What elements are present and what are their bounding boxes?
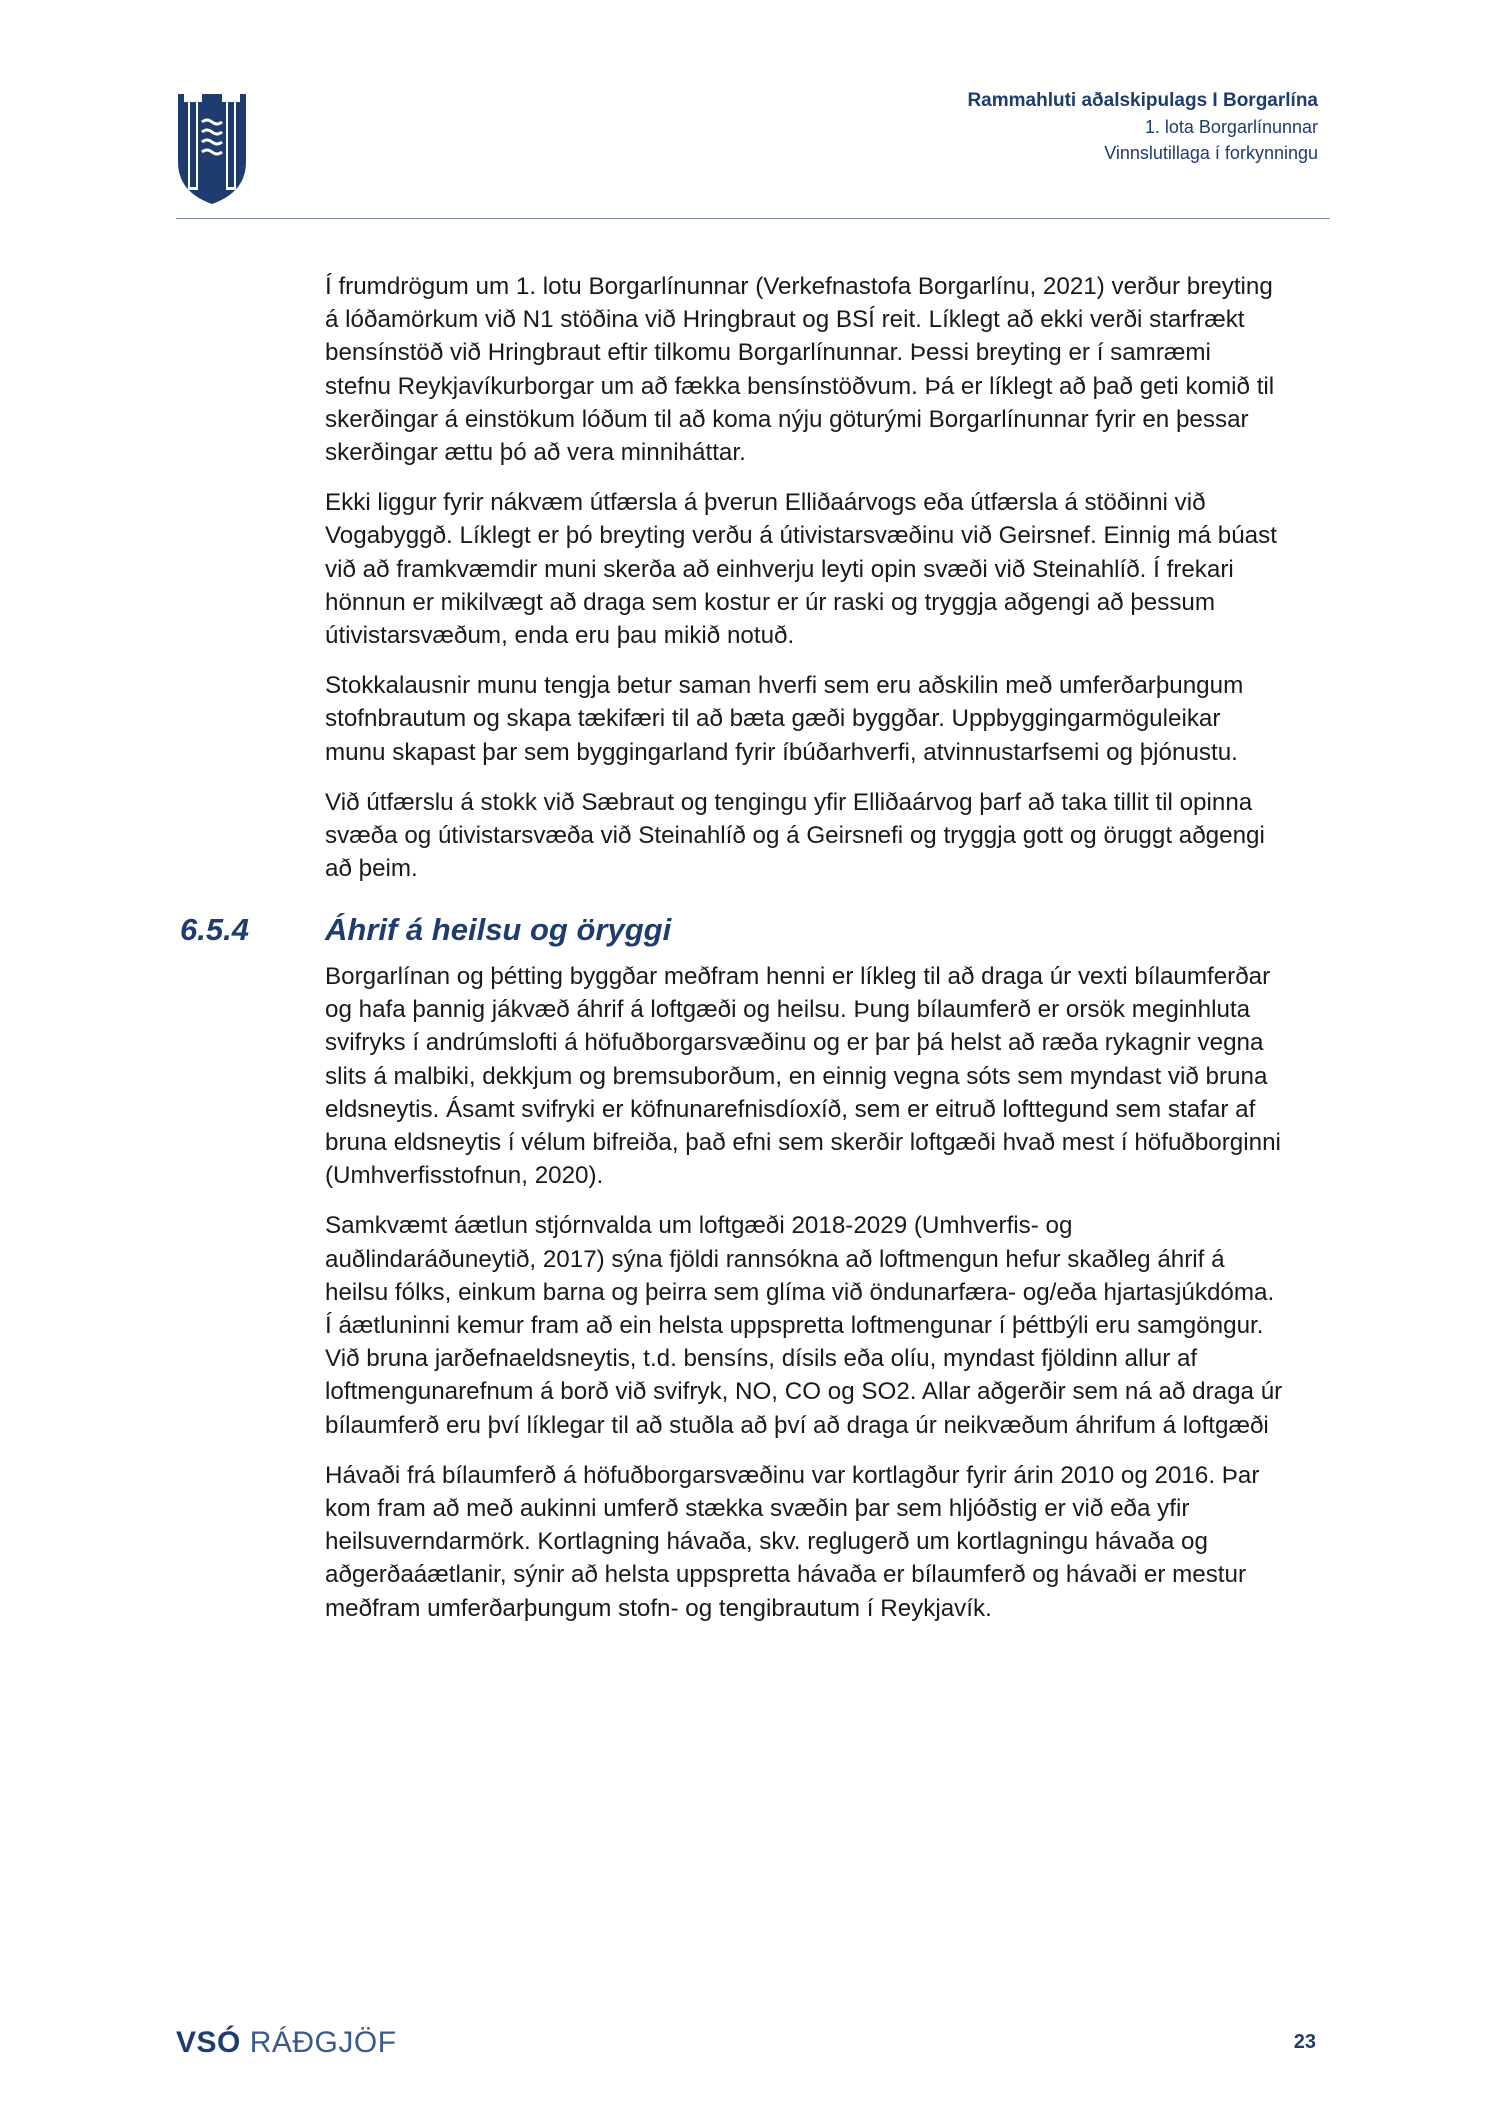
header-status: Vinnslutillaga í forkynningu — [1104, 143, 1318, 163]
text-line: Við bruna jarðefnaeldsneytis, t.d. bensíns, dísils eða olíu, myndast fjöldinn allur af — [325, 1345, 1198, 1373]
header-subtitle: 1. lota Borgarlínunnar — [1144, 117, 1318, 137]
text-line: kom fram að með aukinni umferð stækka svæðin þar sem hljóðstig er við eða yfir — [325, 1495, 1190, 1523]
text-line: Hávaði frá bílaumferð á höfuðborgarsvæðinu var kortlagður fyrir árin 2010 og 2016. Þar — [325, 1461, 1260, 1489]
text-line: Í áætluninni kemur fram að ein helsta uppspretta loftmengunar í þéttbýli eru samgöngur. — [325, 1312, 1264, 1340]
text-line: aðgerðaáætlanir, sýnir að helsta uppspretta hávaða er bílaumferð og hávaði er mestur — [325, 1561, 1247, 1589]
text-line: Borgarlínan og þétting byggðar meðfram henni er líkleg til að draga úr vexti bílaumferðar — [325, 963, 1271, 990]
text-line: heilsu fólks, einkum barna og þeirra sem glíma við öndunarfæra- og/eða hjartasjúkdóma. — [325, 1278, 1275, 1306]
document-header — [967, 88, 1318, 166]
header-title: Rammahluti aðalskipulags I Borgarlína — [967, 90, 1318, 111]
brand-light: RÁÐGJÖF — [249, 2026, 397, 2059]
text-line: auðlindaráðuneytið, 2017) sýna fjöldi rannsókna að loftmengun hefur skaðleg áhrif á — [325, 1245, 1225, 1273]
text-line: meðfram umferðarþungum stofn- og tengibrautum í Reykjavík. — [325, 1594, 992, 1622]
text-line: Vogabyggð. Líklegt er þó breyting verðu á útivistarsvæðinu við Geirsnef. Einnig má búast — [325, 522, 1277, 550]
paragraph — [325, 960, 1335, 1192]
text-line: Ekki liggur fyrir nákvæm útfærsla á þverun Elliðaárvogs eða útfærsla á stöðinni við — [325, 489, 1206, 517]
page-number: 23 — [1293, 2031, 1316, 2053]
paragraph — [325, 669, 1335, 769]
text-line: (Umhverfisstofnun, 2020). — [325, 1162, 604, 1190]
brand-bold: VSÓ — [176, 2026, 241, 2059]
text-line: stefnu Reykjavíkurborgar um að fækka bensínstöðvum. Þá er líklegt að það geti komið til — [325, 372, 1275, 400]
text-line: við að framkvæmdir muni skerða að einhverju leyti opin svæði við Steinahlíð. Í frekari — [325, 555, 1234, 583]
text-line: bruna eldsneytis í vélum bifreiða, það efni sem skerðir loftgæði hvað mest í höfuðborginni — [325, 1129, 1281, 1157]
text-line: bensínstöð við Hringbraut eftir tilkomu Borgarlínunnar. Þessi breyting er í samræmi — [325, 339, 1211, 367]
body-section — [325, 960, 1335, 1642]
text-line: Stokkalausnir munu tengja betur saman hverfi sem eru aðskilin með umferðarþungum — [325, 672, 1244, 700]
footer-brand-logo — [176, 2026, 397, 2060]
text-line: svæða og útivistarsvæða við Steinahlíð og á Geirsnefi og tryggja gott og öruggt aðgengi — [325, 822, 1265, 850]
reykjavik-crest-logo — [176, 92, 248, 206]
paragraph — [325, 786, 1335, 886]
text-line: heilsuverndarmörk. Kortlagning hávaða, skv. reglugerð um kortlagningu hávaða og — [325, 1528, 1208, 1556]
text-line: á lóðamörkum við N1 stöðina við Hringbraut og BSÍ reit. Líklegt að ekki verði starfrækt — [325, 306, 1245, 334]
text-line: stofnbrautum og skapa tækifæri til að bæta gæði byggðar. Uppbyggingarmöguleikar — [325, 705, 1221, 733]
text-line: munu skapast þar sem byggingarland fyrir íbúðarhverfi, atvinnustarfsemi og þjónustu. — [325, 738, 1238, 766]
text-line: og hafa þannig jákvæð áhrif á loftgæði og heilsu. Þung bílaumferð er orsök meginhluta — [325, 996, 1251, 1024]
section-heading: Áhrif á heilsu og öryggi — [325, 912, 672, 947]
text-line: að þeim. — [325, 855, 418, 883]
text-line: bílaumferð eru því líklegar til að stuðla að því að draga úr neikvæðum áhrifum á loftgæði — [325, 1411, 1269, 1439]
text-line: skerðingar á einstökum lóðum til að koma nýju göturými Borgarlínunnar fyrir en þessar — [325, 405, 1249, 433]
paragraph — [325, 1459, 1335, 1625]
paragraph — [325, 270, 1335, 469]
text-line: loftmengunarefnum á borð við svifryk, NO, CO og SO2. Allar aðgerðir sem ná að draga úr — [325, 1378, 1283, 1406]
text-line: eldsneytis. Ásamt svifryki er köfnunarefnisdíoxíð, sem er eitruð lofttegund sem stafar af — [325, 1095, 1256, 1123]
text-line: skerðingar ættu þó að vera minniháttar. — [325, 439, 746, 467]
text-line: Við útfærslu á stokk við Sæbraut og tengingu yfir Elliðaárvog þarf að taka tillit til opinna — [325, 788, 1253, 816]
text-line: svifryks í andrúmslofti á höfuðborgarsvæðinu og er þar þá helst að ræða rykagnir vegna — [325, 1029, 1264, 1057]
text-line: hönnun er mikilvægt að draga sem kostur er úr raski og tryggja aðgengi að þessum — [325, 588, 1216, 616]
paragraph — [325, 486, 1335, 652]
text-line: útivistarsvæðum, enda eru þau mikið notuð. — [325, 622, 795, 650]
text-line: slits á malbiki, dekkjum og bremsuborðum, en einnig vegna sóts sem myndast við bruna — [325, 1062, 1268, 1090]
body-top — [325, 270, 1335, 902]
text-line: Í frumdrögum um 1. lotu Borgarlínunnar (Verkefnastofa Borgarlínu, 2021) verður breyting — [325, 273, 1273, 300]
header-divider — [176, 218, 1330, 219]
section-number: 6.5.4 — [180, 912, 249, 947]
text-line: Samkvæmt áætlun stjórnvalda um loftgæði 2018-2029 (Umhverfis- og — [325, 1212, 1073, 1240]
paragraph — [325, 1209, 1335, 1441]
